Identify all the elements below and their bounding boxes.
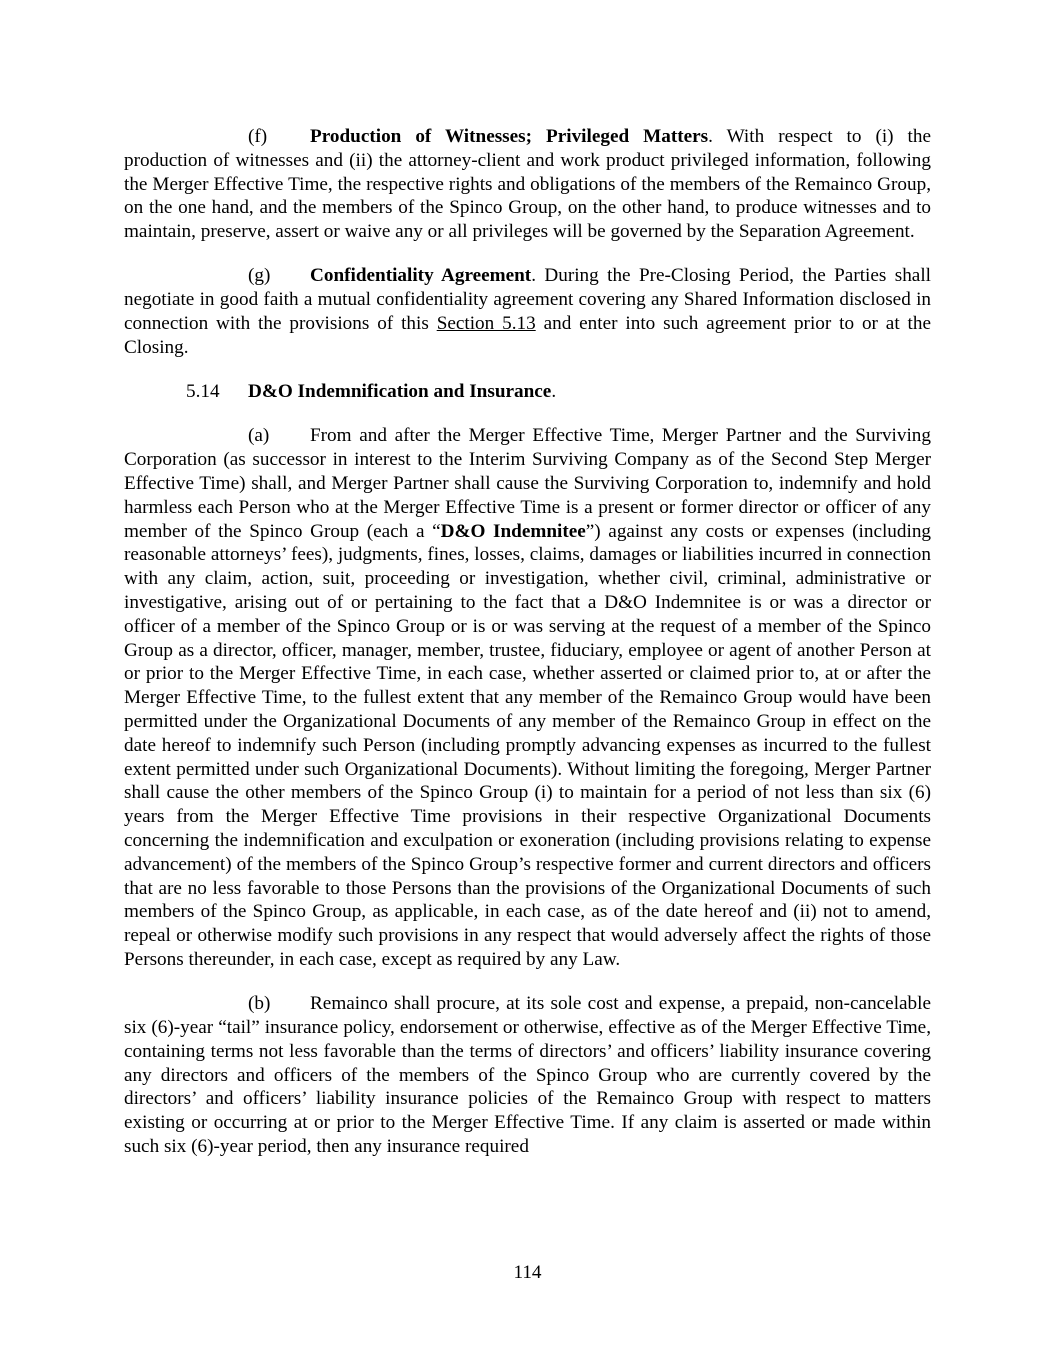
section-heading: [124, 380, 931, 404]
paragraph-a-label: (a): [248, 425, 270, 447]
section-title: D&O Indemnification and Insurance: [248, 381, 552, 403]
paragraph-g: [124, 264, 931, 359]
document-page: [124, 125, 931, 1159]
paragraph-a-text-after: ”) against any costs or expenses (including reasonable attorneys’ fees), judgments, fines, losses, claims, damages or liabilities incurred in connection with any claim, action, suit, proceeding or investigation, whether civil, criminal, administrative or investigative, arising out of or pertaining to the fact that a D&O Indemnitee is or was a director or officer of a member of the Spinco Group or is or was serving at the request of a member of the Spinco Group as a director, officer, manager, member, trustee, fiduciary, employee or agent of another Person at or prior to the Merger Effective Time, in each case, whether asserted or claimed prior to, at or after the Merger Effective Time, to the fullest extent that any member of the Remainco Group would have been permitted under the Organizational Documents of any member of the Remainco Group in effect on the date hereof to indemnify such Person (including promptly advancing expenses as incurred to the fullest extent permitted under such Organizational Documents). Without limiting the foregoing, Merger Partner shall cause the other members of the Spinco Group (i) to maintain for a period of not less than six (6) years from the Merger Effective Time provisions in their respective Organizational Documents concerning the indemnification and exculpation or exoneration (including provisions relating to expense advancement) of the members of the Spinco Group’s respective former and current directors and officers that are no less favorable to those Persons than the provisions of the Organizational Documents of such members of the Spinco Group, as applicable, in each case, as of the date hereof and (ii) not to amend, repeal or otherwise modify such provisions in any respect that would adversely affect the rights of those Persons thereunder, in each case, except as required by any Law.: [124, 520, 932, 970]
paragraph-f-text: . With respect to (i) the production of witnesses and (ii) the attorney-client and work product privileged information, following the Merger Effective Time, the respective rights and obligations of the members of the Remainco Group, on the one hand, and the members of the Spinco Group, on the other hand, to produce witnesses and to maintain, preserve, assert or waive any or all privileges will be governed by the Separation Agreement.: [124, 126, 932, 243]
paragraph-g-heading: Confidentiality Agreement: [310, 265, 532, 287]
paragraph-g-text-before: . During the Pre-Closing Period, the Parties shall negotiate in good faith a mutual confidentiality agreement covering any Shared Information disclosed in connection with the provisions of this: [124, 265, 931, 335]
paragraph-f: [124, 125, 931, 244]
section-reference-link[interactable]: Section 5.13: [436, 313, 536, 335]
section-title-period: .: [551, 381, 557, 403]
paragraph-b: [124, 992, 931, 1159]
paragraph-f-heading: Production of Witnesses; Privileged Matters: [310, 126, 709, 147]
paragraph-b-text: Remainco shall procure, at its sole cost and expense, a prepaid, non-cancelable six (6)-year “tail” insurance policy, endorsement or otherwise, effective as of the Merger Effective Time, containing terms not less favorable than the terms of directors’ and officers’ liability insurance covering any directors and officers of the members of the Spinco Group who are currently covered by the directors’ and officers’ liability insurance policies of the Remainco Group with respect to matters existing or occurring at or prior to the Merger Effective Time. If any claim is asserted or made within such six (6)-year period, then any insurance required: [124, 993, 931, 1158]
paragraph-a-text-before: From and after the Merger Effective Time, Merger Partner and the Surviving Corporation (as successor in interest to the Interim Surviving Company as of the Second Step Merger Effective Time) shall, and Merger Partner shall cause the Surviving Corporation to, indemnify and hold harmless each Person who at the Merger Effective Time is a present or former director or officer of any member of the Spinco Group (each a “: [124, 425, 931, 542]
defined-term: D&O Indemnitee: [440, 520, 586, 542]
paragraph-a: [124, 424, 931, 971]
paragraph-g-label: (g): [248, 265, 271, 287]
paragraph-f-label: (f): [248, 126, 268, 147]
paragraph-g-text-after: and enter into such agreement prior to or at the Closing.: [124, 313, 931, 358]
page-number: 114: [513, 1262, 542, 1283]
section-number: 5.14: [186, 381, 220, 403]
paragraph-b-label: (b): [248, 993, 271, 1015]
